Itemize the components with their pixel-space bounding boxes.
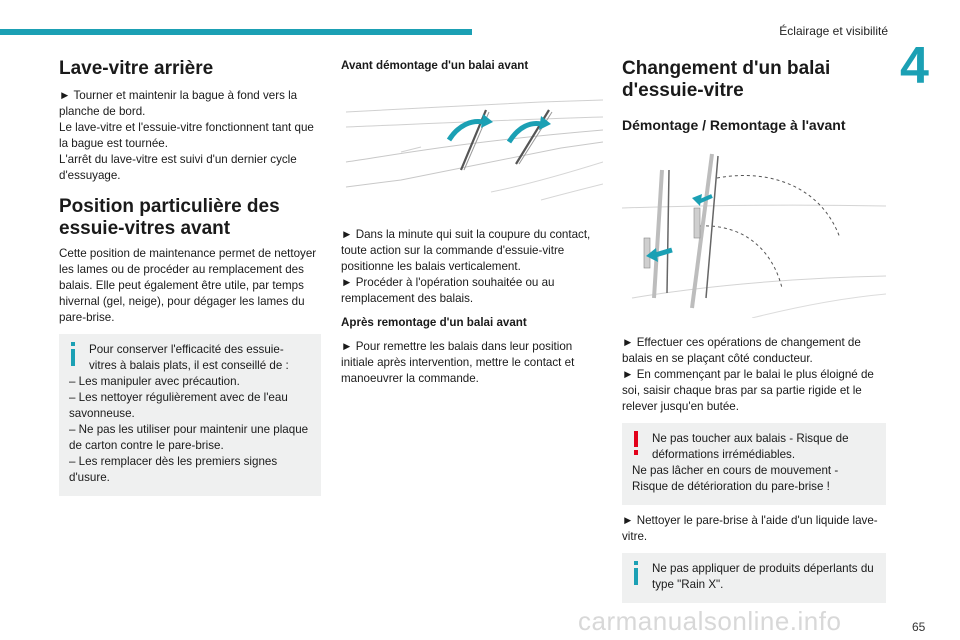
para-before-step-1: ► Dans la minute qui suit la coupure du contact, toute action sur la commande d'essuie-vitre positionne les balais verticalement. bbox=[341, 228, 591, 273]
info-text-rainx: Ne pas appliquer de produits déperlants du type "Rain X". bbox=[652, 562, 874, 591]
blade-removal-illustration bbox=[622, 148, 886, 318]
para-rear-info: Le lave-vitre et l'essuie-vitre fonctionnent tant que la bague est tournée. bbox=[59, 121, 314, 150]
para-change-step-3: ► Nettoyer le pare-brise à l'aide d'un liquide lave-vitre. bbox=[622, 514, 878, 543]
page-number: 65 bbox=[912, 620, 926, 634]
note-intro: Pour conserver l'efficacité des essuie-vitres à balais plats, il est conseillé de : bbox=[89, 343, 289, 372]
heading-after-refit: Après remontage d'un balai avant bbox=[341, 316, 527, 329]
heading-change-blade: Changement d'un balai d'essuie-vitre bbox=[622, 58, 831, 101]
chapter-number: 4 bbox=[900, 37, 929, 95]
note-item: – Ne pas les utiliser pour maintenir une plaque de carton contre le pare-brise. bbox=[69, 423, 309, 452]
para-after-step: ► Pour remettre les balais dans leur position initiale après intervention, mettre le contact et manoeuvrer la commande. bbox=[341, 340, 575, 385]
heading-special-position: Position particulière des essuie-vitres avant bbox=[59, 196, 280, 239]
para-special-position: Cette position de maintenance permet de nettoyer les lames ou de procéder au remplacement des balais. Elle peut également être utile, par temps hivernal (gel, neige), pour dégager les lames du pare-brise. bbox=[59, 247, 317, 324]
warning-note bbox=[622, 423, 886, 505]
column-right bbox=[622, 58, 886, 611]
column-left bbox=[59, 58, 321, 504]
note-item: – Les remplacer dès les premiers signes d'usure. bbox=[69, 455, 278, 484]
note-item: – Les nettoyer régulièrement avec de l'eau savonneuse. bbox=[69, 391, 288, 420]
warning-text-1: Ne pas toucher aux balais - Risque de déformations irrémédiables. bbox=[652, 432, 849, 461]
para-rear-stop: L'arrêt du lave-vitre est suivi d'un dernier cycle d'essuyage. bbox=[59, 153, 297, 182]
heading-before-removal: Avant démontage d'un balai avant bbox=[341, 59, 529, 72]
warning-text-2: Ne pas lâcher en cours de mouvement - Risque de détérioration du pare-brise ! bbox=[632, 464, 839, 493]
heading-remove-refit: Démontage / Remontage à l'avant bbox=[622, 117, 846, 133]
info-note-rainx bbox=[622, 553, 886, 603]
watermark: carmanualsonline.info bbox=[578, 606, 842, 636]
note-item: – Les manipuler avec précaution. bbox=[69, 375, 240, 388]
para-change-step-1: ► Effectuer ces opérations de changement de balais en se plaçant côté conducteur. bbox=[622, 336, 861, 365]
para-rear-step: ► Tourner et maintenir la bague à fond vers la planche de bord. bbox=[59, 89, 298, 118]
wiper-vertical-illustration bbox=[341, 92, 603, 210]
para-before-step-2: ► Procéder à l'opération souhaitée ou au remplacement des balais. bbox=[341, 276, 555, 305]
heading-rear-washer: Lave-vitre arrière bbox=[59, 58, 214, 79]
header-accent-bar bbox=[0, 29, 472, 35]
info-note bbox=[59, 334, 321, 496]
info-icon bbox=[632, 561, 640, 585]
para-change-step-2: ► En commençant par le balai le plus éloigné de soi, saisir chaque bras par sa partie rigide et le relever jusqu'en butée. bbox=[622, 368, 874, 413]
warning-icon bbox=[632, 431, 640, 455]
column-middle bbox=[341, 58, 603, 395]
info-icon bbox=[69, 342, 77, 366]
section-title: Éclairage et visibilité bbox=[779, 24, 888, 38]
